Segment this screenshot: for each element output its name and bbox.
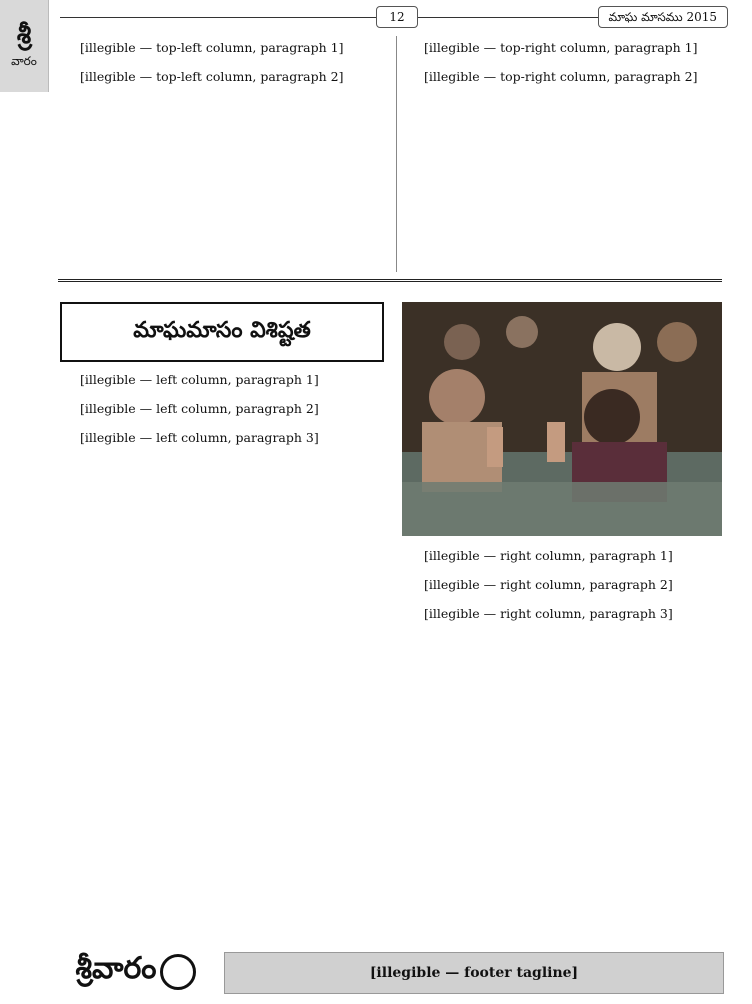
paragraph: [illegible — left column, paragraph 3] — [80, 430, 319, 445]
column-divider — [396, 36, 397, 272]
paragraph: [illegible — right column, paragraph 2] — [424, 577, 673, 592]
page-header — [60, 6, 728, 28]
section-divider — [58, 279, 722, 282]
photo-illustration — [402, 302, 722, 536]
brand-badge — [0, 0, 49, 92]
paragraph: [illegible — top-right column, paragraph 1] — [424, 40, 698, 55]
issue-label: మాఘ మాసము 2015 — [598, 6, 729, 28]
brand-word: వారం — [11, 53, 37, 68]
top-right-column — [402, 36, 722, 270]
paragraph: [illegible — right column, paragraph 1] — [424, 548, 673, 563]
feature-right-column — [402, 544, 722, 928]
footer-logo-text: శ్రీవారం — [75, 951, 157, 986]
paragraph: [illegible — top-left column, paragraph 1] — [80, 40, 344, 55]
bathing-devotees-photo — [402, 302, 722, 536]
paragraph: [illegible — left column, paragraph 1] — [80, 372, 319, 387]
top-left-column — [58, 36, 390, 270]
page-number: 12 — [376, 6, 418, 28]
page-footer — [58, 944, 722, 1000]
feature-left-column — [58, 368, 390, 928]
brand-logo: శ్రీ — [16, 19, 32, 50]
paragraph: [illegible — top-right column, paragraph 2] — [424, 69, 698, 84]
footer-tagline: [illegible — footer tagline] — [224, 952, 724, 994]
paragraph: [illegible — top-left column, paragraph 2] — [80, 69, 344, 84]
footer-logo — [58, 944, 214, 1000]
paragraph: [illegible — right column, paragraph 3] — [424, 606, 673, 621]
ring-icon — [160, 954, 196, 990]
paragraph: [illegible — left column, paragraph 2] — [80, 401, 319, 416]
feature-title: మాఘమాసం విశిష్టత — [60, 302, 384, 362]
